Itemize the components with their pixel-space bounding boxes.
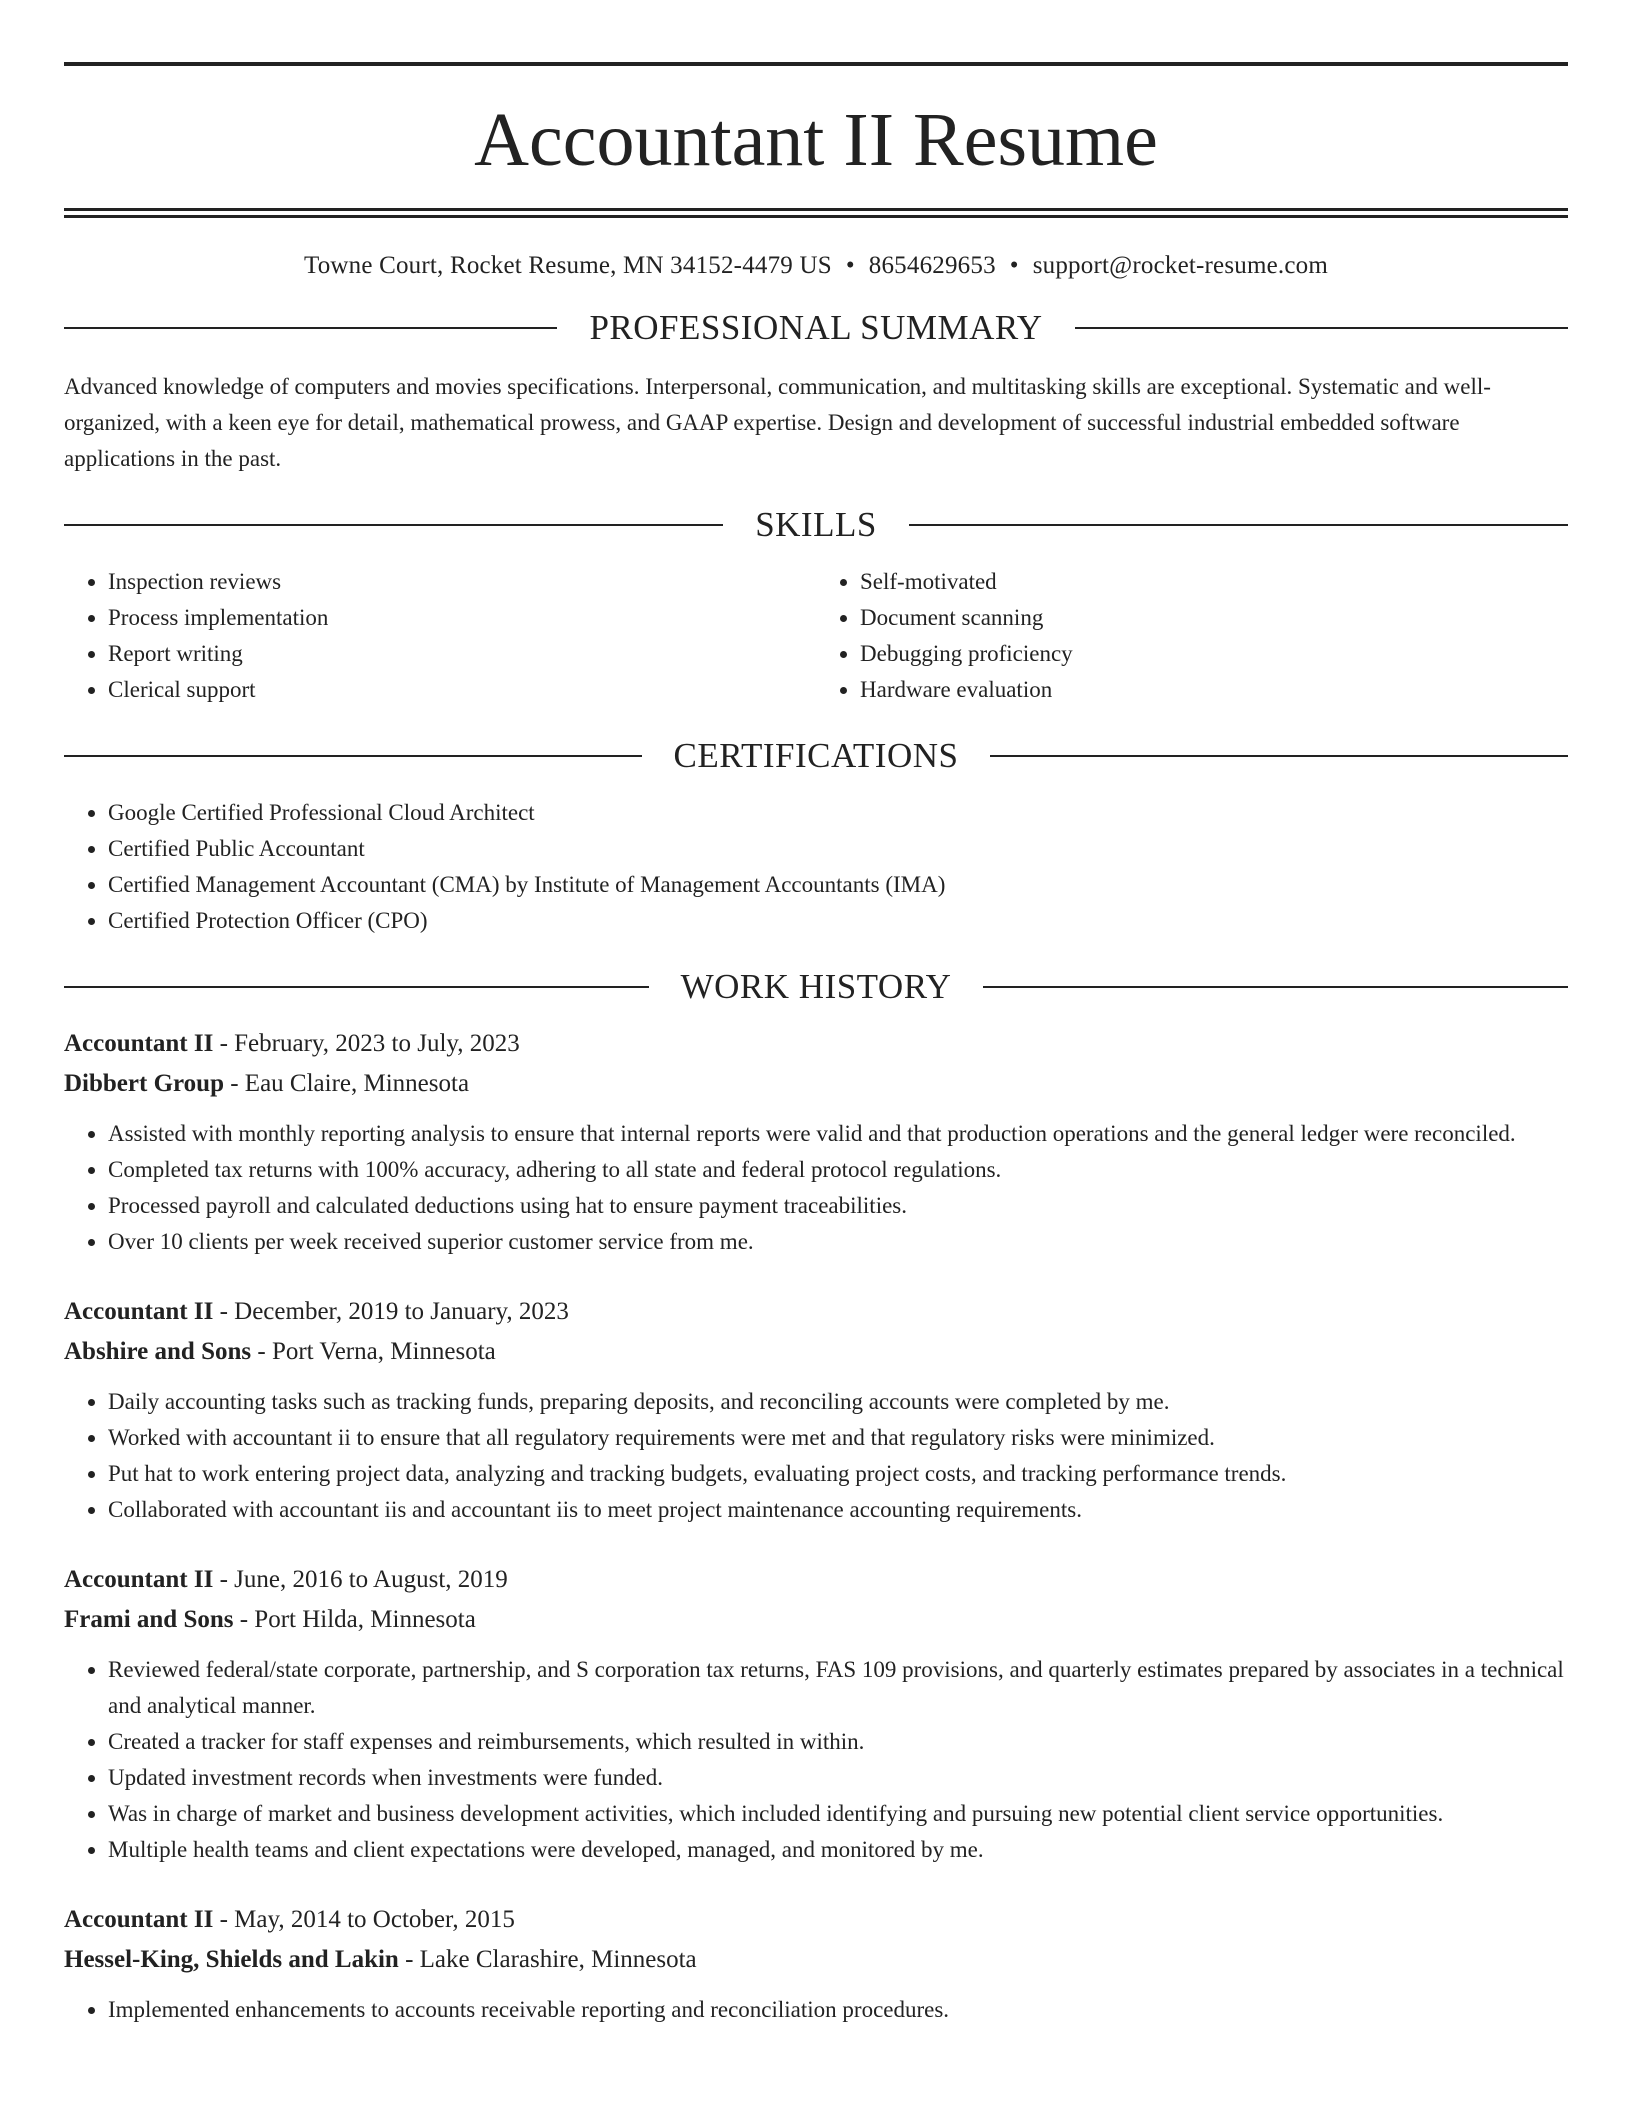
job-bullets bbox=[64, 1384, 1568, 1528]
section-title: SKILLS bbox=[755, 505, 877, 544]
job-title: Accountant II bbox=[64, 1566, 214, 1593]
skill-item: • Self-motivated bbox=[860, 564, 1568, 600]
job-title-line bbox=[64, 1292, 1568, 1332]
job-bullets bbox=[64, 1116, 1568, 1260]
heading-rule-left bbox=[64, 327, 557, 329]
job-bullet: • Daily accounting tasks such as tracking funds, preparing deposits, and reconciling accounts were completed by me. bbox=[108, 1384, 1568, 1420]
skills-column-right bbox=[816, 564, 1568, 708]
contact-email: support@rocket-resume.com bbox=[1032, 252, 1329, 279]
job-entry bbox=[64, 1292, 1568, 1528]
skills-section-heading bbox=[64, 507, 1568, 542]
skill-item: • Document scanning bbox=[860, 600, 1568, 636]
job-company-line bbox=[64, 1600, 1568, 1640]
job-bullet: • Collaborated with accountant iis and accountant iis to meet project maintenance accounting requirements. bbox=[108, 1492, 1568, 1528]
job-bullet: • Was in charge of market and business development activities, which included identifying and pursuing new potential client service opportunities. bbox=[108, 1796, 1568, 1832]
contact-address: Towne Court, Rocket Resume, MN 34152-4479 US bbox=[303, 252, 832, 279]
job-location: - Lake Clarashire, Minnesota bbox=[398, 1946, 697, 1973]
contact-phone: 8654629653 bbox=[868, 252, 996, 279]
job-title-line bbox=[64, 1024, 1568, 1064]
job-location: - Port Hilda, Minnesota bbox=[233, 1606, 476, 1633]
work-history-section-heading bbox=[64, 969, 1568, 1004]
job-dates: - February, 2023 to July, 2023 bbox=[213, 1030, 520, 1057]
skill-item: • Report writing bbox=[108, 636, 816, 672]
section-title: WORK HISTORY bbox=[680, 967, 952, 1006]
heading-rule-left bbox=[64, 986, 649, 988]
job-bullet: • Assisted with monthly reporting analysis to ensure that internal reports were valid and that production operations and the general ledger were reconciled. bbox=[108, 1116, 1568, 1152]
certifications-list bbox=[64, 795, 1568, 939]
section-title: PROFESSIONAL SUMMARY bbox=[589, 308, 1043, 347]
job-company: Frami and Sons bbox=[64, 1606, 234, 1633]
skill-item: • Debugging proficiency bbox=[860, 636, 1568, 672]
job-title-line bbox=[64, 1560, 1568, 1600]
job-bullet: • Created a tracker for staff expenses and reimbursements, which resulted in within. bbox=[108, 1724, 1568, 1760]
job-bullet: • Reviewed federal/state corporate, partnership, and S corporation tax returns, FAS 109 provisions, and quarterly estimates prepared by associates in a technical and analytical manner. bbox=[108, 1652, 1568, 1724]
summary-section-heading bbox=[64, 310, 1568, 345]
heading-rule-right bbox=[909, 524, 1568, 526]
top-rule bbox=[64, 62, 1568, 66]
job-bullets bbox=[64, 1992, 1568, 2028]
contact-line bbox=[64, 252, 1568, 280]
job-dates: - December, 2019 to January, 2023 bbox=[213, 1298, 569, 1325]
job-bullet: • Multiple health teams and client expectations were developed, managed, and monitored by me. bbox=[108, 1832, 1568, 1868]
job-company: Hessel-King, Shields and Lakin bbox=[64, 1946, 399, 1973]
heading-rule-right bbox=[983, 986, 1568, 988]
certification-item: • Certified Protection Officer (CPO) bbox=[108, 903, 1568, 939]
job-title: Accountant II bbox=[64, 1030, 214, 1057]
heading-rule-right bbox=[1075, 327, 1568, 329]
job-location: - Port Verna, Minnesota bbox=[251, 1338, 496, 1365]
skill-item: • Hardware evaluation bbox=[860, 672, 1568, 708]
job-title: Accountant II bbox=[64, 1906, 214, 1933]
skill-item: • Clerical support bbox=[108, 672, 816, 708]
job-title: Accountant II bbox=[64, 1298, 214, 1325]
job-entry bbox=[64, 1560, 1568, 1868]
job-bullet: • Updated investment records when investments were funded. bbox=[108, 1760, 1568, 1796]
certification-item: • Certified Public Accountant bbox=[108, 831, 1568, 867]
job-bullet: • Completed tax returns with 100% accuracy, adhering to all state and federal protocol regulations. bbox=[108, 1152, 1568, 1188]
job-entry bbox=[64, 1024, 1568, 1260]
job-bullet: • Processed payroll and calculated deductions using hat to ensure payment traceabilities. bbox=[108, 1188, 1568, 1224]
job-bullets bbox=[64, 1652, 1568, 1868]
job-company: Dibbert Group bbox=[64, 1070, 224, 1097]
skills-list bbox=[64, 564, 1568, 708]
skill-item: • Process implementation bbox=[108, 600, 816, 636]
job-bullet: • Over 10 clients per week received superior customer service from me. bbox=[108, 1224, 1568, 1260]
skills-column-left bbox=[64, 564, 816, 708]
contact-separator: • bbox=[1009, 252, 1019, 279]
heading-rule-left bbox=[64, 755, 642, 757]
skill-item: • Inspection reviews bbox=[108, 564, 816, 600]
summary-text: Advanced knowledge of computers and movies specifications. Interpersonal, communication, and multitasking skills are exceptional. Systematic and well-organized, with a keen eye for detail, mathematical prowess, and GAAP expertise. Design and development of successful industrial embedded software applications in the past. bbox=[64, 374, 1491, 471]
job-bullet: • Put hat to work entering project data, analyzing and tracking budgets, evaluating project costs, and tracking performance trends. bbox=[108, 1456, 1568, 1492]
job-company: Abshire and Sons bbox=[64, 1338, 252, 1365]
certifications-section-heading bbox=[64, 738, 1568, 773]
section-title: CERTIFICATIONS bbox=[673, 736, 959, 775]
contact-separator: • bbox=[845, 252, 855, 279]
job-bullet: • Worked with accountant ii to ensure that all regulatory requirements were met and that regulatory risks were minimized. bbox=[108, 1420, 1568, 1456]
certification-item: • Certified Management Accountant (CMA) by Institute of Management Accountants (IMA) bbox=[108, 867, 1568, 903]
job-dates: - May, 2014 to October, 2015 bbox=[213, 1906, 515, 1933]
job-company-line bbox=[64, 1332, 1568, 1372]
certification-item: • Google Certified Professional Cloud Architect bbox=[108, 795, 1568, 831]
job-company-line bbox=[64, 1064, 1568, 1104]
title-double-rule bbox=[64, 208, 1568, 218]
job-title-line bbox=[64, 1900, 1568, 1940]
job-location: - Eau Claire, Minnesota bbox=[223, 1070, 470, 1097]
job-dates: - June, 2016 to August, 2019 bbox=[213, 1566, 508, 1593]
page-title: Accountant II Resume bbox=[474, 98, 1158, 182]
job-bullet: • Implemented enhancements to accounts receivable reporting and reconciliation procedures. bbox=[108, 1992, 1568, 2028]
heading-rule-right bbox=[990, 755, 1568, 757]
job-company-line bbox=[64, 1940, 1568, 1980]
job-entry bbox=[64, 1900, 1568, 2028]
resume-page bbox=[64, 0, 1568, 2028]
heading-rule-left bbox=[64, 524, 723, 526]
